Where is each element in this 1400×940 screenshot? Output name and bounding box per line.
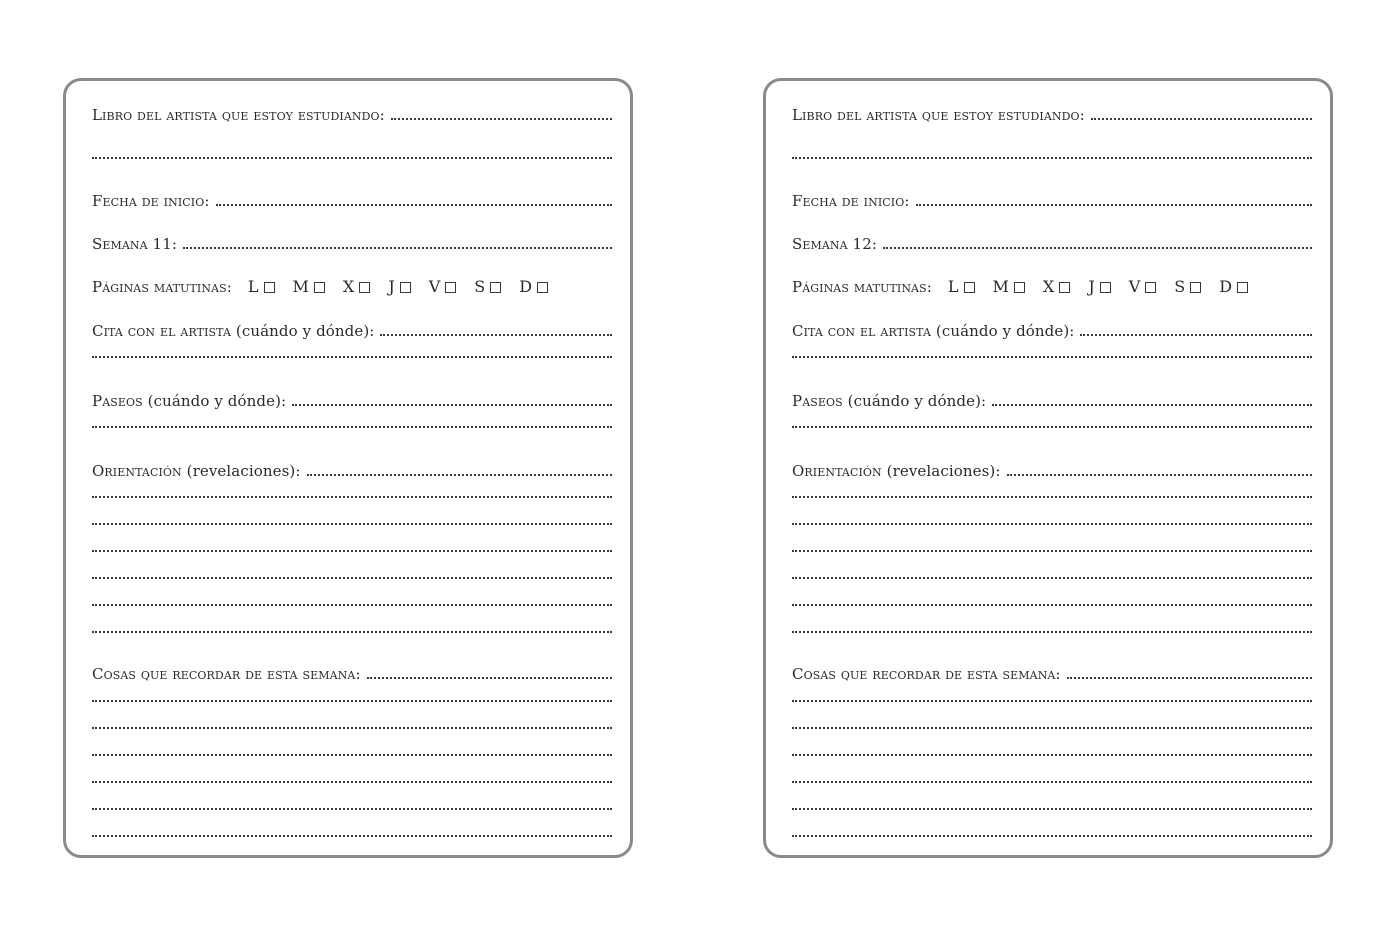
day-s[interactable]: S [474,279,501,295]
day-j[interactable]: J [1088,279,1110,295]
checkbox-m[interactable] [314,282,325,293]
day-d[interactable]: D [519,279,548,295]
orientation-line-7[interactable] [92,631,612,633]
checkbox-l[interactable] [964,282,975,293]
start-date-label: Fecha de inicio: [792,192,910,210]
day-x[interactable]: X [343,279,370,295]
book-line[interactable] [1091,118,1312,120]
day-m[interactable]: M [293,279,325,295]
week-field[interactable] [92,230,612,252]
walks-label: Paseos (cuándo y dónde): [792,392,987,410]
artist-date-line-2[interactable] [92,356,612,358]
remember-line-2[interactable] [792,700,1312,702]
walks-field[interactable] [792,387,1312,409]
week-label: Semana 12: [792,235,877,253]
remember-line-7[interactable] [792,835,1312,837]
orientation-line-6[interactable] [792,604,1312,606]
checkbox-l[interactable] [264,282,275,293]
orientation-line-7[interactable] [792,631,1312,633]
orientation-line[interactable] [307,474,612,476]
checkbox-v[interactable] [1145,282,1156,293]
walks-field[interactable] [92,387,612,409]
book-field[interactable] [92,101,612,123]
day-x[interactable]: X [1043,279,1070,295]
walks-line-2[interactable] [92,426,612,428]
orientation-line-6[interactable] [92,604,612,606]
artist-date-line[interactable] [380,334,612,336]
artist-date-line[interactable] [1080,334,1312,336]
orientation-line-3[interactable] [792,523,1312,525]
day-checkboxes [948,279,1266,295]
orientation-line-5[interactable] [92,577,612,579]
day-j[interactable]: J [388,279,410,295]
orientation-line-2[interactable] [792,496,1312,498]
orientation-line-4[interactable] [792,550,1312,552]
remember-label: Cosas que recordar de esta semana: [792,665,1061,683]
remember-line-5[interactable] [92,781,612,783]
day-l[interactable]: L [948,279,975,295]
checkbox-j[interactable] [1100,282,1111,293]
artist-date-field[interactable] [92,317,612,339]
start-date-field[interactable] [792,187,1312,209]
week-label: Semana 11: [92,235,177,253]
orientation-line-5[interactable] [792,577,1312,579]
checkbox-d[interactable] [537,282,548,293]
book-label: Libro del artista que estoy estudiando: [792,106,1085,124]
remember-line-2[interactable] [92,700,612,702]
start-date-label: Fecha de inicio: [92,192,210,210]
morning-pages-label: Páginas matutinas: [792,278,932,296]
remember-line-4[interactable] [92,754,612,756]
day-checkboxes [248,279,566,295]
orientation-field[interactable] [792,457,1312,479]
checkbox-x[interactable] [1059,282,1070,293]
remember-field[interactable] [792,660,1312,682]
morning-pages-label: Páginas matutinas: [92,278,232,296]
remember-line[interactable] [1067,677,1312,679]
checkbox-m[interactable] [1014,282,1025,293]
checkbox-s[interactable] [490,282,501,293]
artist-date-field[interactable] [792,317,1312,339]
orientation-line-3[interactable] [92,523,612,525]
book-field[interactable] [792,101,1312,123]
remember-field[interactable] [92,660,612,682]
walks-line-2[interactable] [792,426,1312,428]
remember-line-7[interactable] [92,835,612,837]
remember-line-3[interactable] [92,727,612,729]
checkbox-s[interactable] [1190,282,1201,293]
start-date-line[interactable] [216,204,612,206]
book-line[interactable] [391,118,612,120]
orientation-line-2[interactable] [92,496,612,498]
orientation-line-4[interactable] [92,550,612,552]
remember-line-4[interactable] [792,754,1312,756]
book-line-2[interactable] [792,157,1312,159]
morning-pages-field [92,273,612,295]
day-v[interactable]: V [1129,279,1157,295]
remember-line-6[interactable] [92,808,612,810]
day-l[interactable]: L [248,279,275,295]
book-label: Libro del artista que estoy estudiando: [92,106,385,124]
orientation-line[interactable] [1007,474,1312,476]
remember-label: Cosas que recordar de esta semana: [92,665,361,683]
walks-line[interactable] [292,404,612,406]
checkbox-d[interactable] [1237,282,1248,293]
morning-pages-field [792,273,1312,295]
checkbox-j[interactable] [400,282,411,293]
start-date-line[interactable] [916,204,1312,206]
orientation-label: Orientación (revelaciones): [92,462,301,480]
remember-line[interactable] [367,677,612,679]
week-line[interactable] [183,247,612,249]
checkbox-x[interactable] [359,282,370,293]
journal-page-week-12 [763,78,1333,858]
orientation-field[interactable] [92,457,612,479]
day-m[interactable]: M [993,279,1025,295]
week-line[interactable] [883,247,1312,249]
artist-date-label: Cita con el artista (cuándo y dónde): [92,322,375,340]
day-s[interactable]: S [1174,279,1201,295]
remember-line-3[interactable] [792,727,1312,729]
walks-line[interactable] [992,404,1312,406]
remember-line-5[interactable] [792,781,1312,783]
start-date-field[interactable] [92,187,612,209]
day-d[interactable]: D [1219,279,1248,295]
day-v[interactable]: V [429,279,457,295]
checkbox-v[interactable] [445,282,456,293]
artist-date-label: Cita con el artista (cuándo y dónde): [792,322,1075,340]
walks-label: Paseos (cuándo y dónde): [92,392,287,410]
week-field[interactable] [792,230,1312,252]
book-line-2[interactable] [92,157,612,159]
remember-line-6[interactable] [792,808,1312,810]
orientation-label: Orientación (revelaciones): [792,462,1001,480]
artist-date-line-2[interactable] [792,356,1312,358]
journal-page-week-11 [63,78,633,858]
